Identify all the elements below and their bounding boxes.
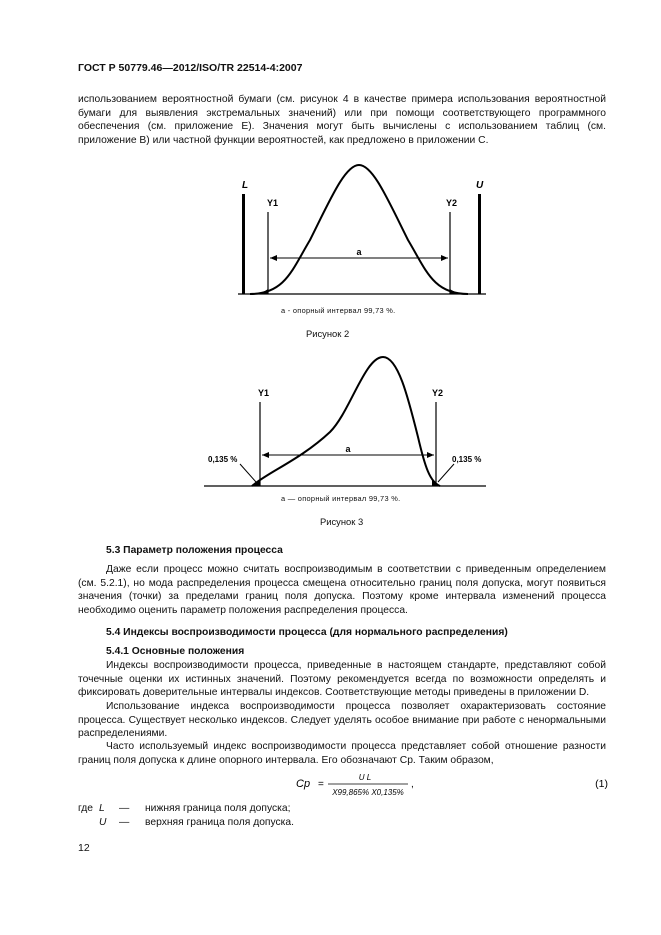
section-5-3-heading: 5.3 Параметр положения процесса — [106, 545, 283, 556]
where-row1-dash: — — [119, 803, 130, 814]
fig2-arrowhead-right — [441, 255, 448, 261]
fig2-note: a - опорный интервал 99,73 %. — [281, 306, 396, 315]
fig3-note: a — опорный интервал 99,73 %. — [281, 494, 401, 503]
fig3-pct-right: 0,135 % — [452, 455, 482, 464]
fig2-label-L: L — [242, 180, 249, 191]
intro-paragraph: использованием вероятностной бумаги (см. рисунок 4 в качестве примера использования вероятностной бумаги для выявления экстремальных значений) или при помощи соответствующего программного обеспечения (см. приложение Е). Значения могут быть вычислены с использованием таблиц (см. приложение В) или частной функции вероятностей, как предложено в приложении С. — [78, 94, 606, 146]
fig3-arrowhead-left — [262, 452, 269, 458]
figure-3 — [200, 352, 490, 492]
section-5-4-1-p1: Индексы воспроизводимости процесса, приведенные в настоящем стандарте, представляют собой точечные оценки их истинных значений. Поэтому рекомендуется всегда по возможности определять и фиксировать доверительные интервалы индексов. Соответствующие методы приведены в приложении D. — [78, 660, 606, 698]
section-5-4-1-p3: Часто используемый индекс воспроизводимости процесса представляет собой отношение разности границ поля допуска к длине опорного интервала. Его обозначают Cp. Таким образом, — [78, 741, 606, 766]
fig3-label-a: a — [345, 444, 351, 454]
section-5-3-text: Даже если процесс можно считать воспроизводимым в соответствии с приведенным определением (см. 5.2.1), но мода распределения процесса смещена относительно границ поля допуска, могут появиться значения (точки) за пределами границ поля допуска. Поэтому кроме интервала изменений процесса необходимо оценить параметр положения распределения процесса. — [78, 564, 606, 616]
fig2-label-U: U — [476, 180, 484, 191]
where-row2-text: верхняя граница поля допуска. — [145, 817, 295, 828]
formula-number: (1) — [595, 778, 608, 790]
fig2-distribution-curve — [250, 165, 468, 294]
fig3-pct-left: 0,135 % — [208, 455, 238, 464]
formula-equals: = — [318, 779, 324, 790]
where-row1-text: нижняя граница поля допуска; — [145, 803, 291, 814]
formula-numerator: U L — [358, 773, 372, 782]
where-row2-symbol: U — [99, 817, 107, 828]
fig2-label-a: a — [356, 247, 362, 257]
fig3-label-Y1: Y1 — [258, 388, 270, 398]
section-5-4-1-p2: Использование индекса воспроизводимости процесса позволяет охарактеризовать состояние процесса. Существует несколько индексов. Следует уделять особое внимание при работе с ненормальными распределениями. — [78, 701, 606, 739]
section-5-4-heading: 5.4 Индексы воспроизводимости процесса (для нормального распределения) — [106, 627, 508, 638]
fig2-caption: Рисунок 2 — [306, 328, 350, 339]
where-row2-dash: — — [119, 817, 130, 828]
fig2-label-Y2: Y2 — [446, 198, 458, 208]
fig3-arrowhead-right — [427, 452, 434, 458]
formula-cp — [290, 770, 615, 808]
section-5-4-1-heading: 5.4.1 Основные положения — [106, 646, 245, 657]
formula-lhs: Cp — [296, 778, 311, 790]
fig2-arrowhead-left — [270, 255, 277, 261]
figure-2 — [230, 160, 500, 300]
formula-comma: , — [411, 779, 414, 790]
fig3-distribution-curve — [252, 357, 440, 486]
formula-denominator: X99,865% X0,135% — [332, 788, 404, 797]
document-header: ГОСТ Р 50779.46—2012/ISO/TR 22514-4:2007 — [78, 62, 303, 74]
where-row1-symbol: L — [99, 803, 105, 814]
fig2-limit-L — [242, 194, 245, 294]
fig3-pct-left-leader — [240, 464, 256, 482]
page-number: 12 — [78, 842, 90, 854]
fig3-pct-right-leader — [438, 464, 454, 482]
fig3-left-tail — [252, 480, 260, 486]
fig3-label-Y2: Y2 — [432, 388, 444, 398]
fig3-caption: Рисунок 3 — [320, 516, 364, 527]
fig2-limit-U — [478, 194, 481, 294]
where-word: где — [78, 803, 94, 814]
fig2-label-Y1: Y1 — [267, 198, 279, 208]
